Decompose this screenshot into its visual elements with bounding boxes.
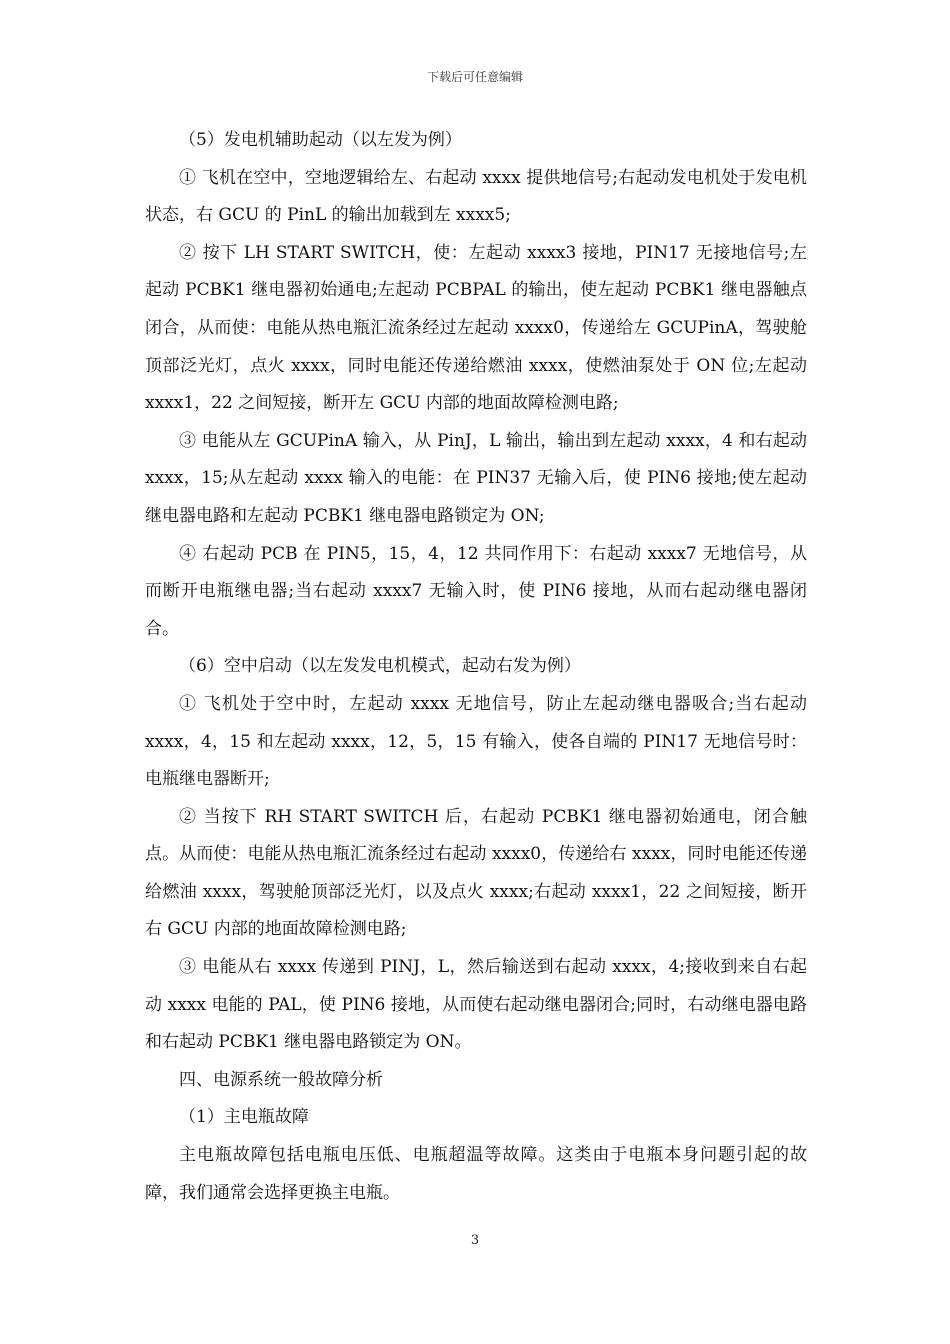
document-body [145, 122, 807, 1212]
section-heading-6: （6）空中启动（以左发发电机模式，起动右发为例） [179, 656, 581, 677]
paragraph: ③ 电能从左 GCUPinA 输入，从 PinJ，L 输出，输出到左起动 xxxx，4 和右起动 xxxx，15;从左起动 xxxx 输入的电能：在 PIN37 无输入后，使 PIN6 接地;使左起动继电器电路和左起动 PCBK1 继电器电路锁定为 ON; [145, 430, 807, 526]
paragraph: 主电瓶故障包括电瓶电压低、电瓶超温等故障。这类由于电瓶本身问题引起的故障，我们通常会选择更换主电瓶。 [145, 1145, 807, 1203]
paragraph: ① 飞机在空中，空地逻辑给左、右起动 xxxx 提供地信号;右起动发电机处于发电机状态，右 GCU 的 PinL 的输出加载到左 xxxx5; [145, 167, 807, 226]
chapter-heading: 四、电源系统一般故障分析 [179, 1069, 383, 1090]
section-heading-1: （1）主电瓶故障 [179, 1107, 309, 1128]
paragraph: ③ 电能从右 xxxx 传递到 PINJ，L，然后输送到右起动 xxxx，4;接收到来自右起动 xxxx 电能的 PAL，使 PIN6 接地，从而使右起动继电器闭合;同时，右动继电器电路和右起动 PCBK1 继电器电路锁定为 ON。 [145, 957, 807, 1053]
section-heading-5: （5）发电机辅助起动（以左发为例） [179, 130, 462, 150]
paragraph: ② 当按下 RH START SWITCH 后，右起动 PCBK1 继电器初始通电，闭合触点。从而使：电能从热电瓶汇流条经过右起动 xxxx0，传递给右 xxxx，同时电能还传递给燃油 xxxx，驾驶舱顶部泛光灯，以及点火 xxxx;右起动 xxxx1，22 之间短接，断开右 GCU 内部的地面故障检测电路; [145, 806, 807, 940]
page-number: 3 [470, 1233, 480, 1248]
page-header: 下载后可任意编辑 [426, 70, 523, 84]
paragraph: ② 按下 LH START SWITCH，使：左起动 xxxx3 接地，PIN17 无接地信号;左起动 PCBK1 继电器初始通电;左起动 PCBPAL 的输出，使左起动 PCBK1 继电器触点闭合，从而使：电能从热电瓶汇流条经过左起动 xxxx0，传递给左 GCUPinA，驾驶舱顶部泛光灯，点火 xxxx，同时电能还传递给燃油 xxxx，使燃油泵处于 ON 位;左起动 xxxx1，22 之间短接，断开左 GCU 内部的地面故障检测电路; [145, 242, 807, 414]
paragraph: ④ 右起动 PCB 在 PIN5，15，4，12 共同作用下：右起动 xxxx7 无地信号，从而断开电瓶继电器;当右起动 xxxx7 无输入时，使 PIN6 接地，从而右起动继电器闭合。 [145, 543, 807, 639]
paragraph: ① 飞机处于空中时，左起动 xxxx 无地信号，防止左起动继电器吸合;当右起动 xxxx，4，15 和左起动 xxxx，12，5，15 有输入，使各自端的 PIN17 无地信号时：电瓶继电器断开; [145, 693, 807, 790]
